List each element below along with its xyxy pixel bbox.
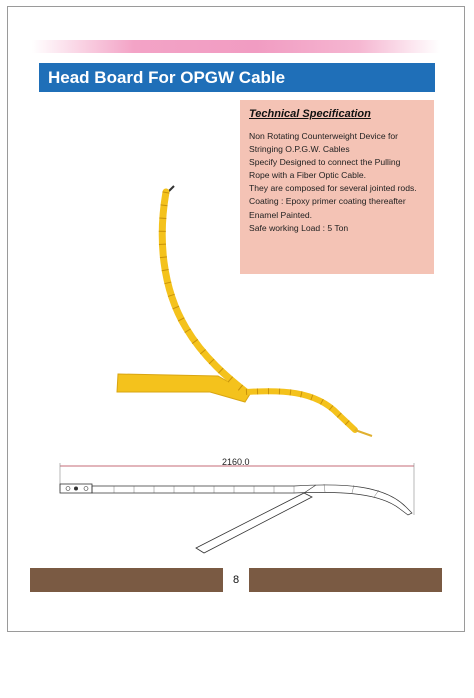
spec-line: Non Rotating Counterweight Device for <box>249 131 399 141</box>
spec-line: Coating : Epoxy primer coating thereafter <box>249 196 406 207</box>
page-title: Head Board For OPGW Cable <box>48 68 286 87</box>
spec-line: They are composed for several jointed rods. <box>249 183 417 194</box>
dimension-label: 2160.0 <box>222 457 250 467</box>
spec-line: Enamel Painted. <box>249 209 313 220</box>
footer-bar-right <box>249 568 442 592</box>
spec-line: Safe working Load : 5 Ton <box>249 222 349 233</box>
page-title-bar <box>39 63 435 92</box>
drawing-rod-outline <box>92 485 412 515</box>
drawing-counterweight <box>196 493 312 553</box>
spec-line: Specify Designed to connect the Pulling <box>249 157 401 168</box>
spec-heading: Technical Specification <box>249 108 371 120</box>
jointed-rod <box>162 192 246 392</box>
page-number: 8 <box>232 574 240 586</box>
spec-line: Rope with a Fiber Optic Cable. <box>249 170 367 181</box>
technical-drawing <box>54 455 424 555</box>
decorative-pink-band <box>32 40 440 53</box>
rod-end <box>355 430 372 436</box>
spec-line: Stringing O.P.G.W. Cables <box>249 144 350 155</box>
footer-bar-left <box>30 568 223 592</box>
head-board-photo <box>100 178 390 448</box>
